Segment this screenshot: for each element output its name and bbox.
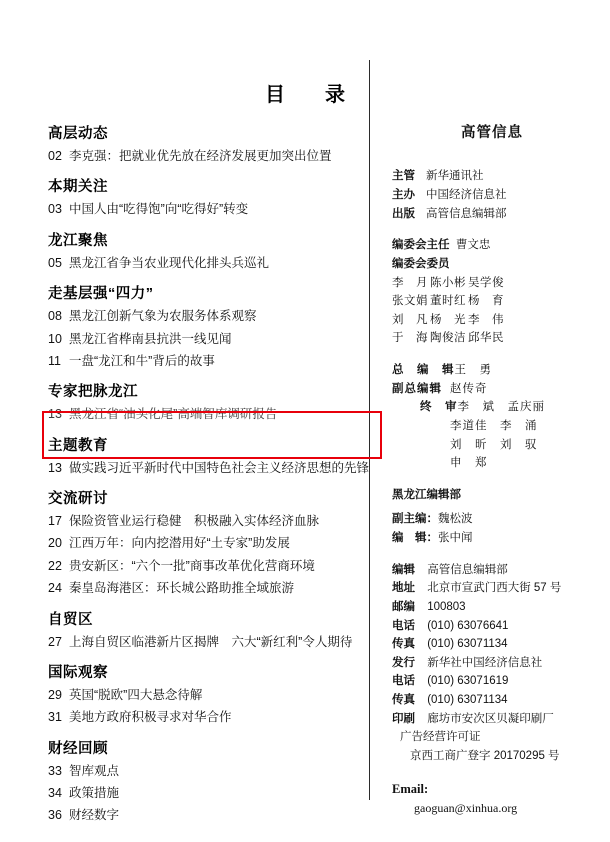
contact-row [392,710,592,729]
contact-row [392,654,592,673]
license-number: 京西工商广登字 20170295 号 [410,749,560,762]
toc-section-heading: 高层动态 [48,126,108,142]
board-member: 邱华民 [468,332,504,345]
toc-entry[interactable] [48,806,353,825]
contact-value: 廊坊市安次区贝凝印刷厂 [427,712,554,725]
toc-section-heading: 国际观察 [48,664,108,681]
toc-entry[interactable] [48,254,353,273]
board-members-row [392,311,592,330]
editorial-row [392,398,592,417]
toc-entry-page: 33 [48,763,62,778]
contact-label: 传真 [392,638,415,651]
toc-entry[interactable] [48,534,353,553]
hlj-editorial-block [392,486,592,548]
editorial-row [392,417,592,436]
contact-row [392,672,592,691]
contact-value: (010) 63071134 [427,694,508,707]
publishing-row [392,186,592,205]
board-member: 刘 凡 [392,313,428,326]
toc-entry-title: 中国人由“吃得饱”向“吃得好”转变 [69,202,249,217]
board-member: 杨 育 [468,295,504,308]
page-title: 目 录 [265,84,355,106]
editorial-row [392,436,592,455]
toc-entry[interactable] [48,708,353,727]
publishing-value: 新华通讯社 [426,170,484,183]
contact-row [392,561,592,580]
editorial-row [392,361,592,380]
toc-entry[interactable] [48,557,353,576]
editorial-name: 王 勇 [454,364,492,377]
hlj-role-name: 魏松波 [438,513,473,526]
contact-value: 100803 [427,600,466,613]
toc-entry-page: 08 [48,309,62,324]
editorial-name: 李 斌 孟庆丽 [457,401,545,414]
contact-value: 新华社中国经济信息社 [427,656,543,669]
toc-entry-page: 03 [48,202,62,217]
hlj-role-label: 副主编： [392,513,438,526]
toc-entry[interactable] [48,307,353,326]
editorial-name: 申 郑 [450,457,488,470]
board-members-label: 编委会委员 [392,257,450,270]
toc-entry-title: 秦皇岛海港区：环长城公路助推全域旅游 [69,581,295,596]
board-chair-name: 曹文忠 [455,239,491,252]
toc-entry-highlighted[interactable] [48,459,370,478]
contact-value: (010) 63071134 [427,638,508,651]
toc-entry-title: 黑龙江省争当农业现代化排头兵巡礼 [69,255,270,270]
toc-entry-title: 美地方政府积极寻求对华合作 [69,710,232,725]
board-member: 董时红 [430,295,466,308]
editorial-row [392,454,592,473]
toc-section-heading: 交流研讨 [48,491,108,507]
publishing-label: 主管 [392,170,415,183]
toc-entry-page: 05 [48,255,62,270]
toc-entry-title: 黑龙江创新气象为农服务体系观察 [69,309,257,324]
publishing-block [392,167,592,223]
toc-entry-page: 22 [48,558,62,573]
publishing-value: 高管信息编辑部 [426,207,507,220]
editorial-role: 终 审 [420,401,458,414]
toc-entry-page: 17 [48,514,62,528]
toc-section-heading: 走基层强“四力” [48,286,154,303]
board-member: 杨 光 [430,313,466,326]
board-member: 吴学俊 [468,276,504,289]
editorial-board-block [392,236,592,348]
toc-entry-page: 29 [48,687,62,702]
masthead [392,122,592,818]
board-chair-label: 编委会主任 [392,239,450,252]
toc-entry-page: 20 [48,536,62,551]
hlj-role-label: 编 辑： [392,532,438,545]
toc-entry[interactable] [48,200,353,219]
toc-entry-title: 做实践习近平新时代中国特色社会主义经济思想的先锋 [69,460,370,475]
column-divider [369,60,370,800]
toc-entry-page: 10 [48,331,62,346]
contact-label: 地址 [392,582,415,595]
toc-section-heading: 本期关注 [48,179,108,196]
board-member: 李 伟 [468,313,504,326]
toc-entry-page: 13 [48,407,62,422]
toc-section-heading: 自贸区 [48,611,93,628]
contact-label: 电话 [392,675,415,688]
contact-label: 印刷 [392,712,415,725]
toc-entry-page: 34 [48,786,62,800]
table-of-contents [48,122,370,829]
contact-row [392,598,592,617]
contact-block [392,561,592,766]
toc-entry-title: 黑龙江省“油头化尾”高端智库调研报告 [69,407,278,422]
board-members-row [392,329,592,348]
toc-section-heading: 专家把脉龙江 [48,384,138,401]
editorial-name: 赵传奇 [450,382,488,395]
contact-value: (010) 63076641 [427,619,509,632]
editorial-name: 刘 昕 刘 驭 [450,438,538,451]
hlj-role-row [392,529,592,548]
board-chair-row [392,236,592,255]
toc-entry-title: 贵安新区：“六个一批”商事改革优化营商环境 [69,558,315,573]
editorial-name: 李道佳 李 涌 [450,419,538,432]
toc-entry-title: 黑龙江省桦南县抗洪一线见闻 [69,331,232,346]
toc-entry-title: 江西万年：向内挖潜用好“土专家”助发展 [69,536,290,551]
hlj-role-row [392,510,592,529]
editorial-role: 副总编辑 [392,382,442,395]
toc-section-heading-highlighted: 主题教育 [48,437,108,454]
publishing-row [392,167,592,186]
board-member: 张文娟 [392,295,428,308]
contact-row [392,691,592,710]
toc-entry-page: 11 [48,353,61,368]
toc-entry-title: 财经数字 [69,808,120,823]
toc-entry-title: 保险资管业运行稳健 积极融入实体经济血脉 [69,514,320,528]
license-line: 广告经营许可证 [400,731,481,744]
toc-entry[interactable] [48,633,353,652]
contact-row [392,579,592,598]
email-block [392,779,592,819]
contact-label: 电话 [392,619,415,632]
board-member: 于 海 [392,332,428,345]
publishing-label: 出版 [392,207,415,220]
board-member: 陶俊洁 [430,332,466,345]
toc-entry-title: 上海自贸区临港新片区揭牌 六大“新红利”令人期待 [69,634,353,649]
toc-entry-title: 一盘“龙江和牛”背后的故事 [69,353,215,368]
contact-row [392,617,592,636]
editorial-staff-block [392,361,592,473]
toc-entry[interactable] [48,405,353,424]
contact-row [392,635,592,654]
toc-entry[interactable] [48,330,353,349]
hlj-role-name: 张中闻 [438,532,473,545]
hlj-dept-label: 黑龙江编辑部 [392,488,461,501]
publishing-row [392,205,592,224]
toc-entry[interactable] [48,686,353,705]
toc-entry-page: 13 [48,460,62,475]
email-value[interactable]: gaoguan@xinhua.org [414,800,518,815]
contact-value: 高管信息编辑部 [427,563,508,576]
toc-entry[interactable] [48,512,353,531]
toc-entry-title: 李克强：把就业优先放在经济发展更加突出位置 [69,149,332,163]
toc-entry-page: 31 [48,710,62,725]
toc-entry-page: 02 [48,149,62,163]
masthead-title: 高管信息 [461,125,523,141]
email-label: Email: [392,781,429,796]
editorial-row [392,380,592,399]
toc-entry[interactable] [48,762,353,781]
board-members-row [392,292,592,311]
contact-value: 北京市宣武门西大街 57 号 [427,582,562,595]
toc-entry[interactable] [48,147,353,166]
contact-label: 邮编 [392,600,415,613]
toc-entry-title: 英国“脱欧”四大悬念待解 [69,687,203,702]
board-member: 李 月 [392,276,428,289]
toc-entry-page: 24 [48,581,62,596]
toc-entry[interactable] [48,579,353,598]
toc-entry-title: 政策措施 [69,786,120,800]
contact-label: 编辑 [392,563,415,576]
toc-entry[interactable] [48,352,353,371]
contact-value: (010) 63071619 [427,675,509,688]
publishing-label: 主办 [392,189,415,202]
toc-entry-title: 智库观点 [69,763,120,778]
toc-entry-page: 36 [48,808,62,823]
board-member: 陈小彬 [430,276,466,289]
contact-label: 传真 [392,694,415,707]
board-members-row [392,274,592,293]
toc-entry-page: 27 [48,634,62,649]
toc-section-heading: 龙江聚焦 [48,232,108,249]
contact-label: 发行 [392,656,415,669]
publishing-value: 中国经济信息社 [426,189,507,202]
toc-section-heading: 财经回顾 [48,740,108,757]
editorial-role: 总 编 辑 [392,364,455,377]
toc-entry[interactable] [48,784,353,803]
